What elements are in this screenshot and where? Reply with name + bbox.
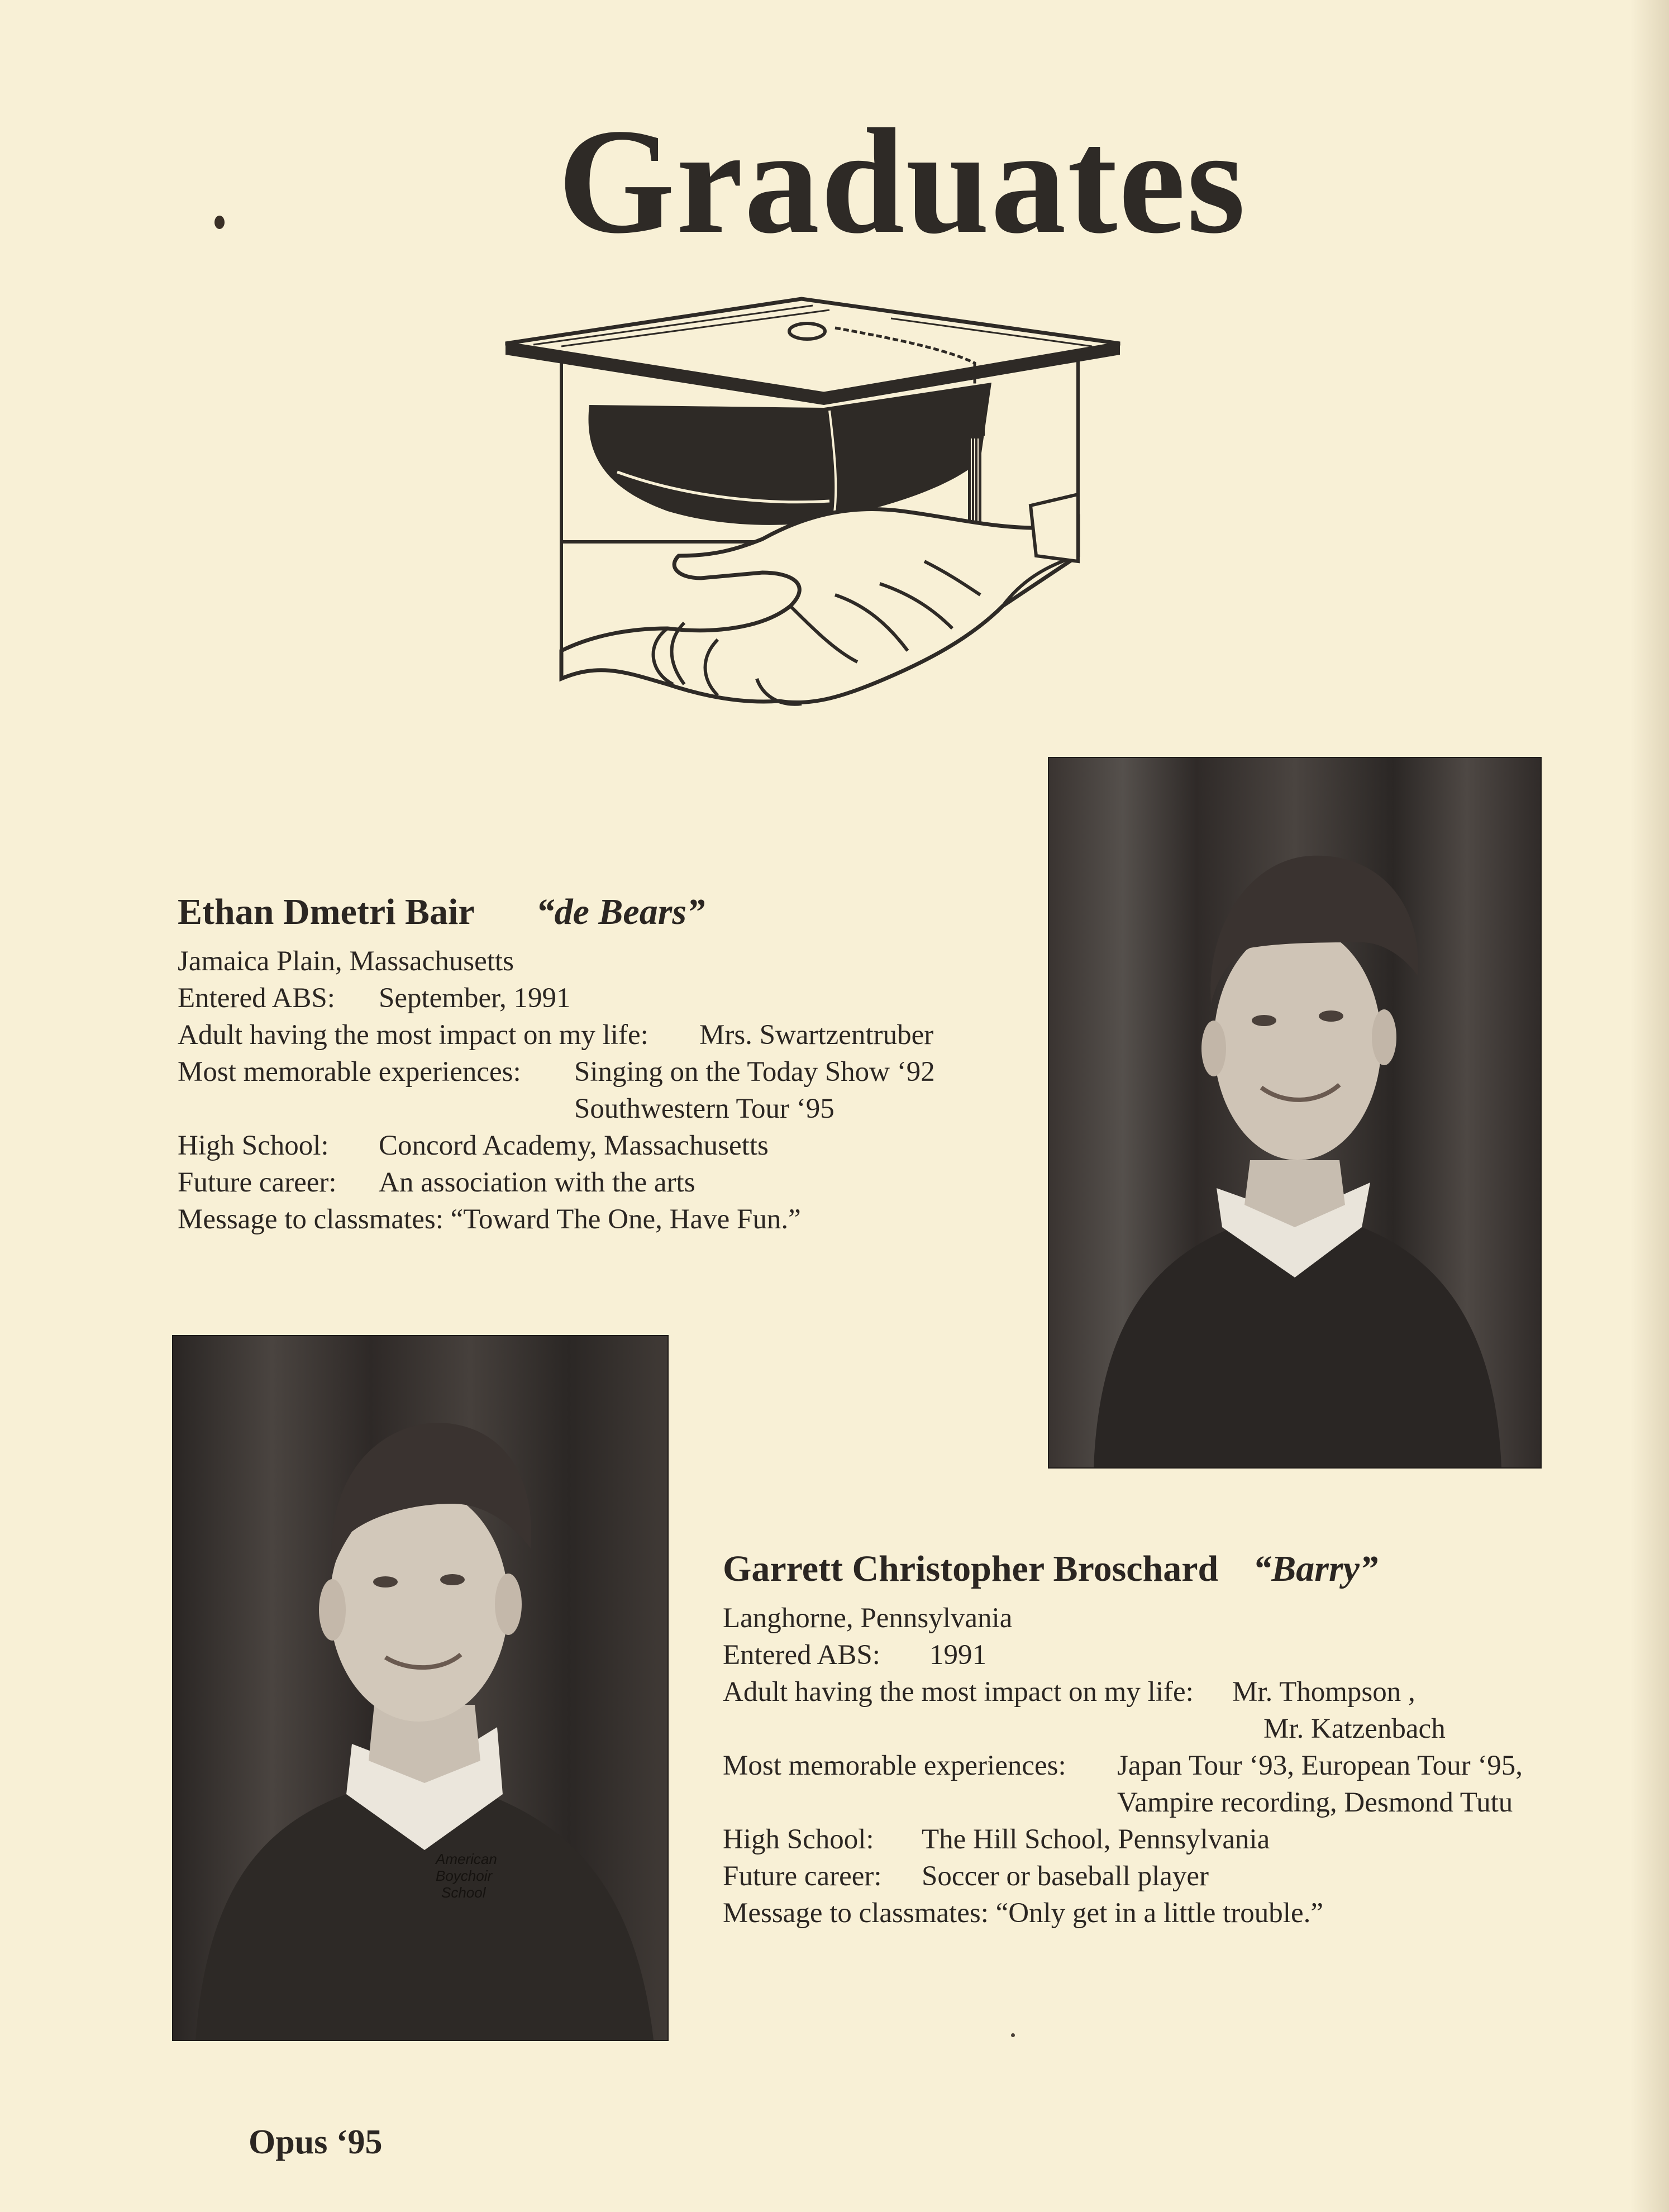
career-label: Future career: [178,1167,337,1198]
graduate-entry-1 [178,892,935,1238]
entered-label: Entered ABS: [723,1639,880,1671]
highschool-value: The Hill School, Pennsylvania [922,1824,1270,1855]
message-value: “Only get in a little trouble.” [995,1898,1323,1929]
graduate-photo-1 [1049,758,1541,1467]
adult-label: Adult having the most impact on my life: [723,1676,1194,1708]
career-label: Future career: [723,1861,882,1892]
adult-row [178,1017,934,1053]
adult-row-2 [723,1710,1446,1747]
memorable-value-2: Southwestern Tour ‘95 [574,1093,834,1124]
graduate-name-line [723,1548,1378,1589]
memorable-value-1: Japan Tour ‘93, European Tour ‘95, [1117,1750,1523,1781]
adult-value-1: Mr. Thompson , [1232,1676,1415,1708]
portrait-image [173,1336,667,2040]
memorable-row-2 [723,1784,1513,1821]
entered-label: Entered ABS: [178,983,335,1014]
memorable-value-2: Vampire recording, Desmond Tutu [1117,1787,1513,1818]
page-title: Graduates [557,98,1247,265]
graduation-cap-handshake-icon [500,293,1126,774]
message-row [178,1201,801,1238]
highschool-row [723,1821,1378,1858]
page-footer: Opus ‘95 [249,2123,383,2161]
memorable-value-1: Singing on the Today Show ‘92 [574,1056,935,1088]
entered-row [178,980,801,1017]
career-row [178,1164,801,1201]
highschool-value: Concord Academy, Massachusetts [379,1130,769,1161]
memorable-row [723,1747,1523,1784]
entered-value: September, 1991 [379,983,571,1014]
highschool-row [178,1127,801,1164]
career-value: An association with the arts [379,1167,695,1198]
highschool-label: High School: [178,1130,329,1161]
career-row [723,1858,1378,1895]
ink-dot [1011,2033,1015,2037]
graduate-nickname: “Barry” [1253,1548,1378,1589]
memorable-row [178,1053,935,1090]
adult-value: Mrs. Swartzentruber [699,1019,934,1051]
graduate-name: Ethan Dmetri Bair [178,892,475,932]
memorable-row-2 [178,1090,834,1127]
career-value: Soccer or baseball player [922,1861,1209,1892]
graduate-nickname: “de Bears” [536,892,705,932]
hometown: Langhorne, Pennsylvania [723,1603,1013,1634]
graduate-name-line [178,894,801,931]
memorable-label: Most memorable experiences: [178,1056,521,1088]
highschool-label: High School: [723,1824,874,1855]
sweater-text-1: American [436,1851,497,1867]
entered-value: 1991 [929,1639,986,1671]
graduate-entry-2 [723,1548,1523,1932]
sweater-text-3: School [441,1884,486,1901]
portrait-image [1049,758,1541,1467]
graduate-photo-2 [173,1336,667,2040]
entered-row [723,1637,1378,1674]
adult-label: Adult having the most impact on my life: [178,1019,648,1051]
message-label: Message to classmates: [178,1204,444,1235]
sweater-text-2: Boychoir [436,1867,493,1884]
message-value: “Toward The One, Have Fun.” [450,1204,801,1235]
hometown: Jamaica Plain, Massachusetts [178,946,514,977]
page-edge-shadow [1630,0,1669,2212]
memorable-label: Most memorable experiences: [723,1750,1066,1781]
message-row [723,1895,1378,1932]
graduate-name: Garrett Christopher Broschard [723,1548,1219,1589]
message-label: Message to classmates: [723,1898,989,1929]
adult-value-2: Mr. Katzenbach [1263,1713,1446,1744]
adult-row [723,1674,1415,1710]
